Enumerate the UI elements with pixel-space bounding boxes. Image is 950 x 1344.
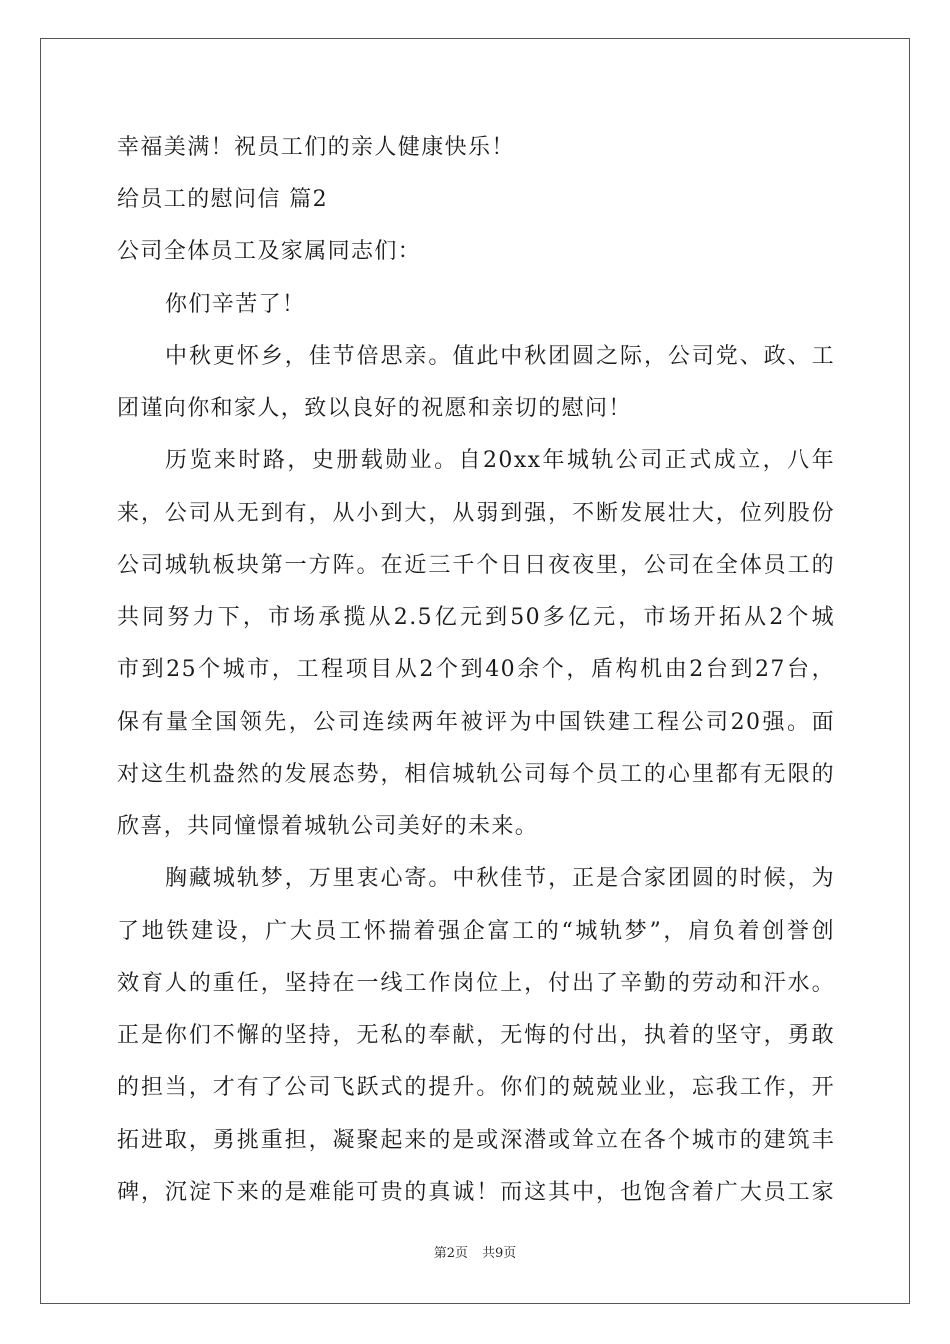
text-line: 市到25个城市，工程项目从2个到40余个，盾构机由2台到27台， [117,657,835,682]
text-line: 保有量全国领先，公司连续两年被评为中国铁建工程公司20强。面 [117,710,835,735]
text-line: 碑，沉淀下来的是难能可贵的真诚！而这其中，也饱含着广大员工家 [117,1180,835,1205]
text-line: 你们辛苦了！ [165,292,306,317]
text-line: 欣喜，共同憧憬着城轨公司美好的未来。 [117,814,539,839]
text-line: 历览来时路，史册载勋业。自20xx年城轨公司正式成立，八年 [165,448,835,473]
text-line: 的担当，才有了公司飞跃式的提升。你们的兢兢业业，忘我工作，开 [117,1075,835,1100]
text-line: 共同努力下，市场承揽从2.5亿元到50多亿元，市场开拓从2个城 [117,605,835,630]
text-line: 胸藏城轨梦，万里衷心寄。中秋佳节，正是合家团圆的时候，为 [165,866,835,891]
text-line: 正是你们不懈的坚持，无私的奉献，无悔的付出，执着的坚守，勇敢 [117,1023,835,1048]
text-line: 中秋更怀乡，佳节倍思亲。值此中秋团圆之际，公司党、政、工 [165,344,835,369]
text-line: 拓进取，勇挑重担，凝聚起来的是或深潜或耸立在各个城市的建筑丰 [117,1128,835,1153]
text-line: 来，公司从无到有，从小到大，从弱到强，不断发展壮大，位列股份 [117,501,835,526]
text-line: 公司全体员工及家属同志们： [117,239,422,264]
text-line: 了地铁建设，广大员工怀揣着强企富工的“城轨梦”，肩负着创誉创 [117,919,835,944]
page-footer [0,1245,950,1263]
page-total: 共9页 [482,1246,517,1261]
page-number: 第2页 [433,1246,468,1261]
text-line: 效育人的重任，坚持在一线工作岗位上，付出了辛勤的劳动和汗水。 [117,971,835,996]
text-line: 团谨向你和家人，致以良好的祝愿和亲切的慰问！ [117,396,632,421]
text-line: 给员工的慰问信 篇2 [117,187,328,212]
text-line: 幸福美满！祝员工们的亲人健康快乐！ [117,135,515,160]
text-line: 公司城轨板块第一方阵。在近三千个日日夜夜里，公司在全体员工的 [117,553,835,578]
text-line: 对这生机盎然的发展态势，相信城轨公司每个员工的心里都有无限的 [117,762,835,787]
